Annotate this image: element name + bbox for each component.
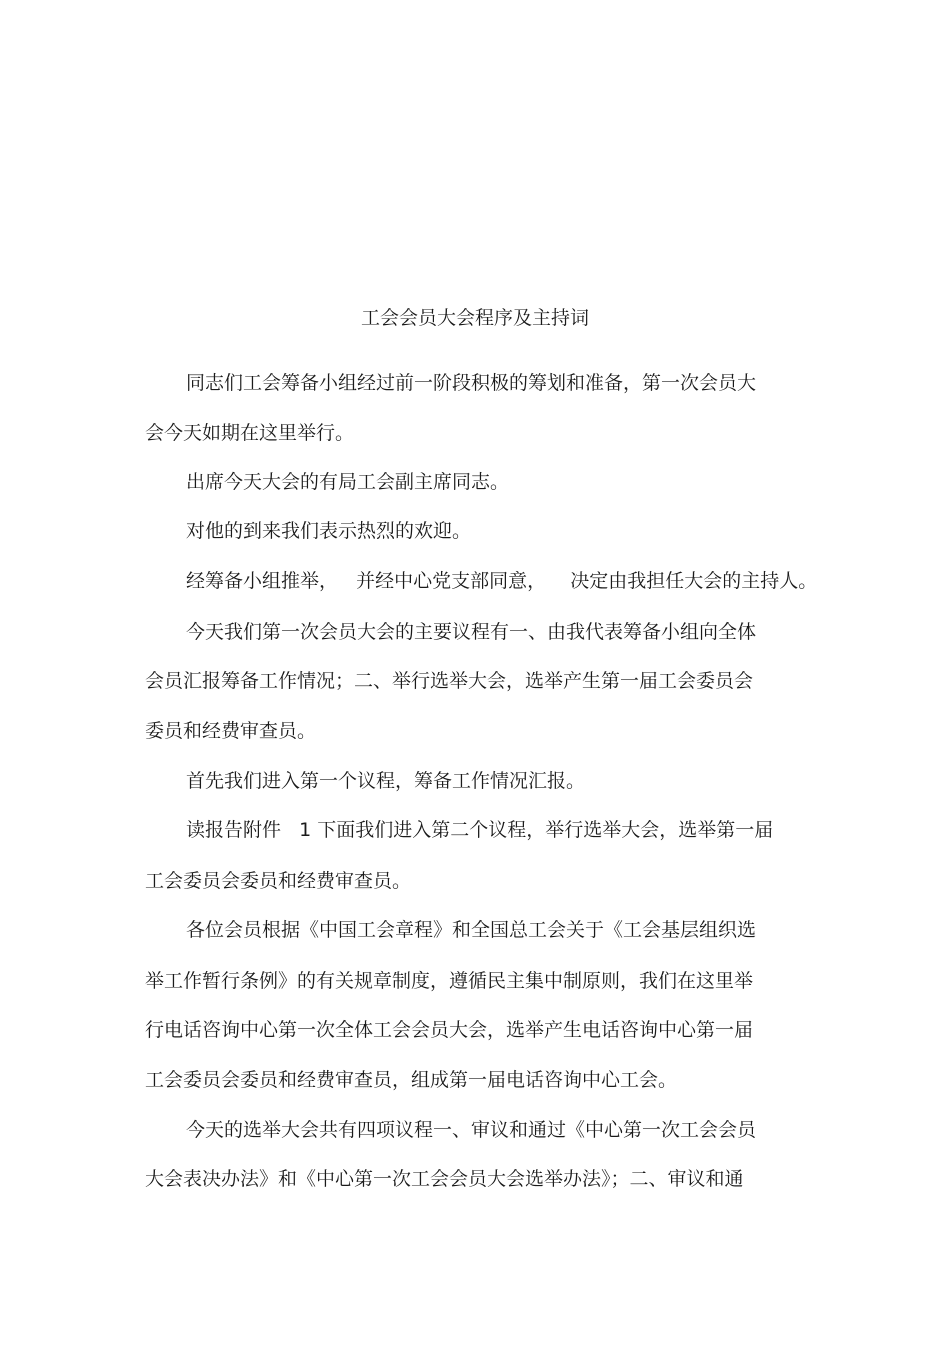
text-line: 举工作暂行条例》的有关规章制度，遵循民主集中制原则，我们在这里举 [145,970,754,992]
text-line: 会今天如期在这里举行。 [145,422,355,444]
text-line: 行电话咨询中心第一次全体工会会员大会，选举产生电话咨询中心第一届 [145,1019,754,1041]
text-line: 今天的选举大会共有四项议程一、审议和通过《中心第一次工会会员 [186,1119,757,1141]
text-line: 会员汇报筹备工作情况；二、举行选举大会，选举产生第一届工会委员会 [145,670,754,692]
text-line: 首先我们进入第一个议程，筹备工作情况汇报。 [186,770,586,792]
text-line: 经筹备小组推举， 并经中心党支部同意， 决定由我担任大会的主持人。 [186,570,818,592]
text-line: 大会表决办法》和《中心第一次工会会员大会选举办法》；二、审议和通 [145,1168,744,1190]
text-line: 各位会员根据《中国工会章程》和全国总工会关于《工会基层组织选 [186,919,757,941]
text-line: 工会委员会委员和经费审查员，组成第一届电话咨询中心工会。 [145,1069,678,1091]
text-line: 今天我们第一次会员大会的主要议程有一、由我代表筹备小组向全体 [186,621,757,643]
text-line: 对他的到来我们表示热烈的欢迎。 [186,520,472,542]
text-line: 出席今天大会的有局工会副主席同志。 [186,471,510,493]
text-line: 同志们工会筹备小组经过前一阶段积极的筹划和准备，第一次会员大 [186,372,757,394]
text-line: 工会委员会委员和经费审查员。 [145,870,412,892]
text-line: 委员和经费审查员。 [145,720,317,742]
document-title: 工会会员大会程序及主持词 [360,307,589,329]
text-line: 读报告附件 1 下面我们进入第二个议程，举行选举大会，选举第一届 [186,819,774,841]
